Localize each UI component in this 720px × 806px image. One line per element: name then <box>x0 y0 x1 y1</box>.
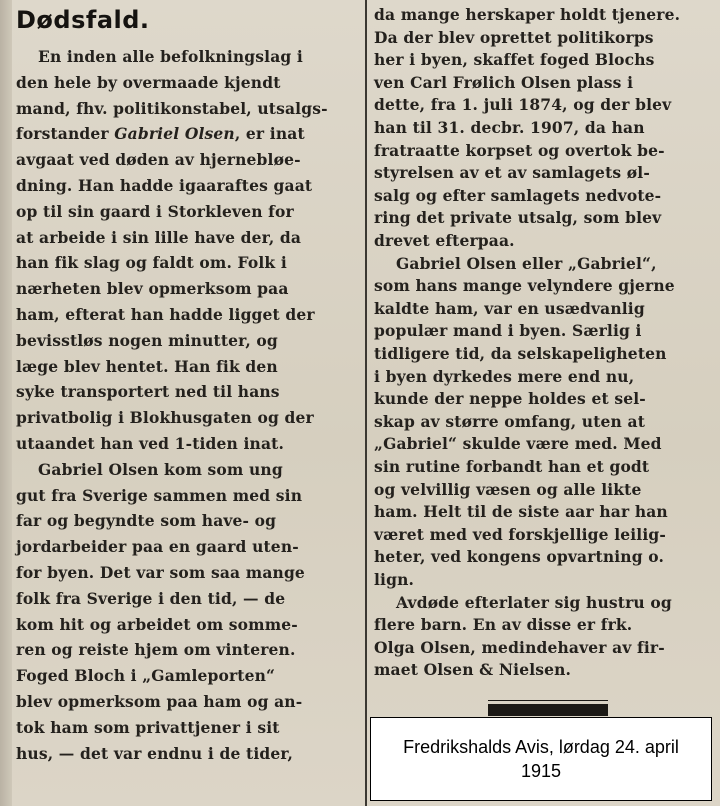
left-line: gut fra Sverige sammen med sin <box>16 485 303 505</box>
right-line: i byen dyrkedes mere end nu, <box>374 366 635 386</box>
left-line: Gabriel Olsen kom som ung <box>38 459 283 479</box>
left-line: bevisstløs nogen minutter, og <box>16 330 278 350</box>
right-line: sin rutine forbandt han et godt <box>374 457 650 476</box>
right-line: ring det private utsalg, som blev <box>374 208 662 228</box>
left-line: mand, fhv. politikonstabel, utsalgs- <box>16 98 328 118</box>
left-line: blev opmerksom paa ham og an- <box>16 692 303 711</box>
left-line: for byen. Det var som saa mange <box>16 563 305 582</box>
left-line: En inden alle befolkningslag i <box>38 47 303 66</box>
right-line: skap av større omfang, uten at <box>374 411 646 431</box>
right-line: kaldte ham, var en usædvanlig <box>374 298 645 318</box>
right-line: og velvillig væsen og alle likte <box>374 479 642 499</box>
left-line: op til sin gaard i Storkleven for <box>16 201 294 221</box>
right-line: Da der blev oprettet politikorps <box>374 27 654 47</box>
left-line: han fik slag og faldt om. Folk i <box>16 253 287 273</box>
left-line: kom hit og arbeidet om somme- <box>16 614 298 634</box>
right-line: da mange herskaper holdt tjenere. <box>374 5 681 24</box>
right-line: fratraatte korpset og overtok be- <box>374 140 665 160</box>
right-line: Gabriel Olsen eller „Gabriel“, <box>396 253 657 273</box>
left-line: far og begyndte som have- og <box>16 511 277 531</box>
left-line: læge blev hentet. Han fik den <box>16 356 278 376</box>
right-line: her i byen, skaffet foged Blochs <box>374 50 655 70</box>
end-rule-thin <box>488 700 608 701</box>
right-line: som hans mange velyndere gjerne <box>374 276 675 296</box>
right-line: han til 31. decbr. 1907, da han <box>374 118 645 137</box>
left-page-edge <box>0 0 12 806</box>
left-line: ren og reiste hjem om vinteren. <box>16 640 296 660</box>
right-line: tidligere tid, da selskapeligheten <box>374 344 667 363</box>
right-line: været med ved forskjellige leilig- <box>374 524 666 544</box>
right-line: ham. Helt til de siste aar har han <box>374 502 668 522</box>
column-rule <box>365 0 367 806</box>
left-line: nærheten blev opmerksom paa <box>16 279 289 299</box>
right-line: styrelsen av et av samlagets øl- <box>374 163 650 183</box>
left-line: dning. Han hadde igaaraftes gaat <box>16 176 313 195</box>
right-line: lign. <box>374 570 415 589</box>
left-line: utaandet han ved 1-tiden inat. <box>16 434 285 453</box>
right-line: salg og efter samlagets nedvote- <box>374 185 662 205</box>
article-heading: Dødsfald. <box>16 6 150 34</box>
left-line: forstander Gabriel Olsen, er inat <box>16 124 305 144</box>
right-line: drevet efterpaa. <box>374 231 515 250</box>
right-line: Olga Olsen, medindehaver av fir- <box>374 637 665 657</box>
left-line: folk fra Sverige i den tid, — de <box>16 588 286 608</box>
right-line: maet Olsen & Nielsen. <box>374 660 572 680</box>
right-line: populær mand i byen. Særlig i <box>374 321 642 341</box>
right-line: Avdøde efterlater sig hustru og <box>396 592 672 612</box>
left-line: tok ham som privattjener i sit <box>16 717 280 737</box>
source-caption: Fredrikshalds Avis, lørdag 24. april 1915 <box>370 717 712 801</box>
right-line: kunde der neppe holdes et sel- <box>374 389 646 409</box>
left-line: den hele by overmaade kjendt <box>16 72 281 92</box>
italic-name: Gabriel Olsen <box>114 124 235 144</box>
left-line: syke transportert ned til hans <box>16 382 280 402</box>
left-line: ham, efterat han hadde ligget der <box>16 305 315 324</box>
left-line: privatbolig i Blokhusgaten og der <box>16 408 314 428</box>
right-line: ven Carl Frølich Olsen plass i <box>374 72 634 92</box>
left-line: hus, — det var endnu i de tider, <box>16 743 294 763</box>
left-line: at arbeide i sin lille have der, da <box>16 227 302 247</box>
right-line: flere barn. En av disse er frk. <box>374 615 633 635</box>
end-rule-bar <box>488 704 608 716</box>
left-line: jordarbeider paa en gaard uten- <box>16 537 299 557</box>
right-line: dette, fra 1. juli 1874, og der blev <box>374 95 672 115</box>
left-line: Foged Bloch i „Gamleporten“ <box>16 666 276 686</box>
right-line: heter, ved kongens opvartning o. <box>374 547 664 567</box>
left-line: avgaat ved døden av hjernebløe- <box>16 150 301 170</box>
right-line: „Gabriel“ skulde være med. Med <box>374 434 662 454</box>
